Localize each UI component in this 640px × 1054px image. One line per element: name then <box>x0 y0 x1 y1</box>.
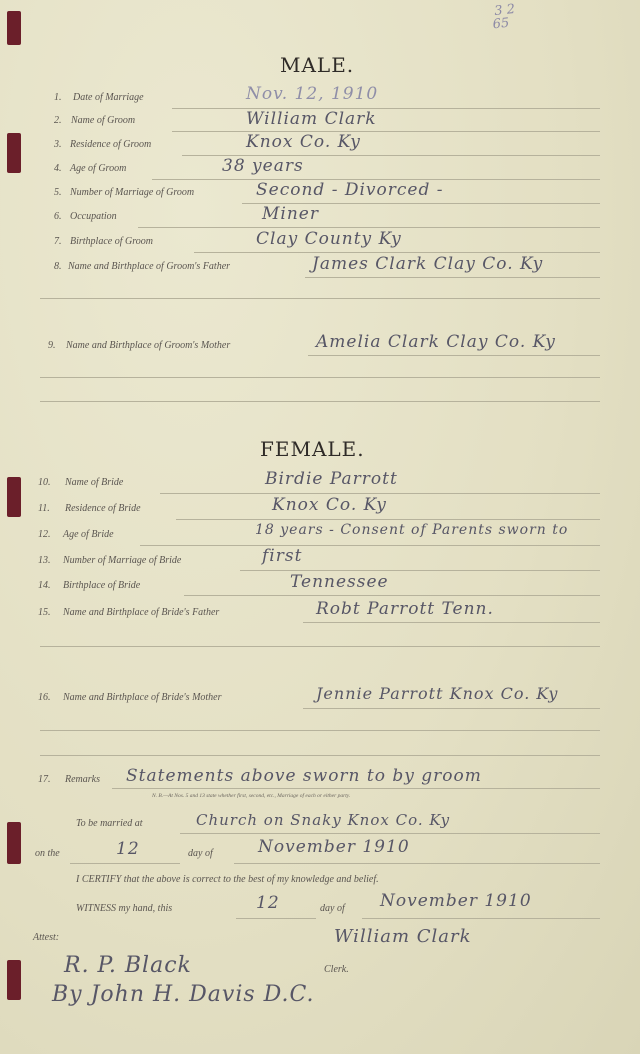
groom-name-value: William Clark <box>246 109 377 129</box>
marriage-day-value: 12 <box>116 839 140 859</box>
remarks-row: 17. Remarks Statements above sworn to by groom <box>0 766 640 792</box>
groom-marriage-number-value: Second - Divorced - <box>256 180 444 200</box>
corner-note: 3 2 65 <box>491 1 516 33</box>
field-row-1: 1. Date of Marriage Nov. 12, 1910 <box>0 86 640 112</box>
marriage-month-year-value: November 1910 <box>258 837 410 857</box>
marriage-number-note: N. B.—At Nos. 5 and 13 state whether first, second, etc., Marriage of each or either party. <box>152 793 351 799</box>
rule <box>40 377 600 378</box>
field-row-9: 9. Name and Birthplace of Groom's Mother Amelia Clark Clay Co. Ky <box>0 334 640 360</box>
field-row-12: 12. Age of Bride 18 years - Consent of Parents sworn to <box>0 523 640 549</box>
field-row-11: 11. Residence of Bride Knox Co. Ky <box>0 497 640 523</box>
rule <box>40 646 600 647</box>
groom-age-value: 38 years <box>222 156 304 176</box>
groom-birthplace-value: Clay County Ky <box>256 229 402 249</box>
remarks-value: Statements above sworn to by groom <box>126 766 482 786</box>
clerk-label: Clerk. <box>324 964 349 975</box>
field-row-15: 15. Name and Birthplace of Bride's Father Robt Parrott Tenn. <box>0 602 640 628</box>
field-row-16: 16. Name and Birthplace of Bride's Mother Jennie Parrott Knox Co. Ky <box>0 686 640 712</box>
field-row-6: 6. Occupation Miner <box>0 206 640 232</box>
field-row-2: 2. Name of Groom William Clark <box>0 110 640 136</box>
groom-mother-value: Amelia Clark Clay Co. Ky <box>316 332 556 352</box>
certify-text: I CERTIFY that the above is correct to the best of my knowledge and belief. <box>76 874 379 885</box>
rule <box>40 298 600 299</box>
bride-marriage-number-value: first <box>262 546 303 566</box>
bride-residence-value: Knox Co. Ky <box>272 495 387 515</box>
field-row-10: 10. Name of Bride Birdie Parrott <box>0 471 640 497</box>
male-heading: MALE. <box>280 53 355 77</box>
witness-month-year-value: November 1910 <box>380 891 532 911</box>
field-row-7: 7. Birthplace of Groom Clay County Ky <box>0 231 640 257</box>
bride-birthplace-value: Tennessee <box>290 572 389 592</box>
field-row-4: 4. Age of Groom 38 years <box>0 158 640 184</box>
female-heading: FEMALE. <box>260 437 365 461</box>
witness-day-value: 12 <box>256 893 280 913</box>
field-row-5: 5. Number of Marriage of Groom Second - Divorced - <box>0 182 640 208</box>
witness-row: WITNESS my hand, this 12 day of November 1910 <box>0 894 640 920</box>
groom-occupation-value: Miner <box>262 204 319 224</box>
binder-tab <box>7 11 21 45</box>
married-at-row: To be married at Church on Snaky Knox Co. Ky <box>0 811 640 837</box>
clerk-signature: R. P. Black <box>64 953 192 978</box>
field-row-3: 3. Residence of Groom Knox Co. Ky <box>0 134 640 160</box>
binder-tab <box>7 960 21 1000</box>
bride-mother-value: Jennie Parrott Knox Co. Ky <box>316 684 559 703</box>
groom-residence-value: Knox Co. Ky <box>246 132 361 152</box>
married-on-row: on the 12 day of November 1910 <box>0 839 640 865</box>
deputy-clerk-signature: By John H. Davis D.C. <box>52 982 315 1007</box>
rule <box>40 730 600 731</box>
marriage-place-value: Church on Snaky Knox Co. Ky <box>196 811 451 829</box>
bride-father-value: Robt Parrott Tenn. <box>316 599 494 619</box>
field-row-13: 13. Number of Marriage of Bride first <box>0 550 640 576</box>
bride-name-value: Birdie Parrott <box>265 469 398 489</box>
groom-father-value: James Clark Clay Co. Ky <box>312 254 544 274</box>
rule <box>40 755 600 756</box>
field-row-14: 14. Birthplace of Bride Tennessee <box>0 575 640 601</box>
groom-signature: William Clark <box>334 926 472 947</box>
date-of-marriage-value: Nov. 12, 1910 <box>246 84 379 104</box>
rule <box>40 401 600 402</box>
bride-age-value: 18 years - Consent of Parents sworn to <box>255 522 569 538</box>
field-row-8: 8. Name and Birthplace of Groom's Father James Clark Clay Co. Ky <box>0 257 640 283</box>
attest-label: Attest: <box>33 932 60 943</box>
